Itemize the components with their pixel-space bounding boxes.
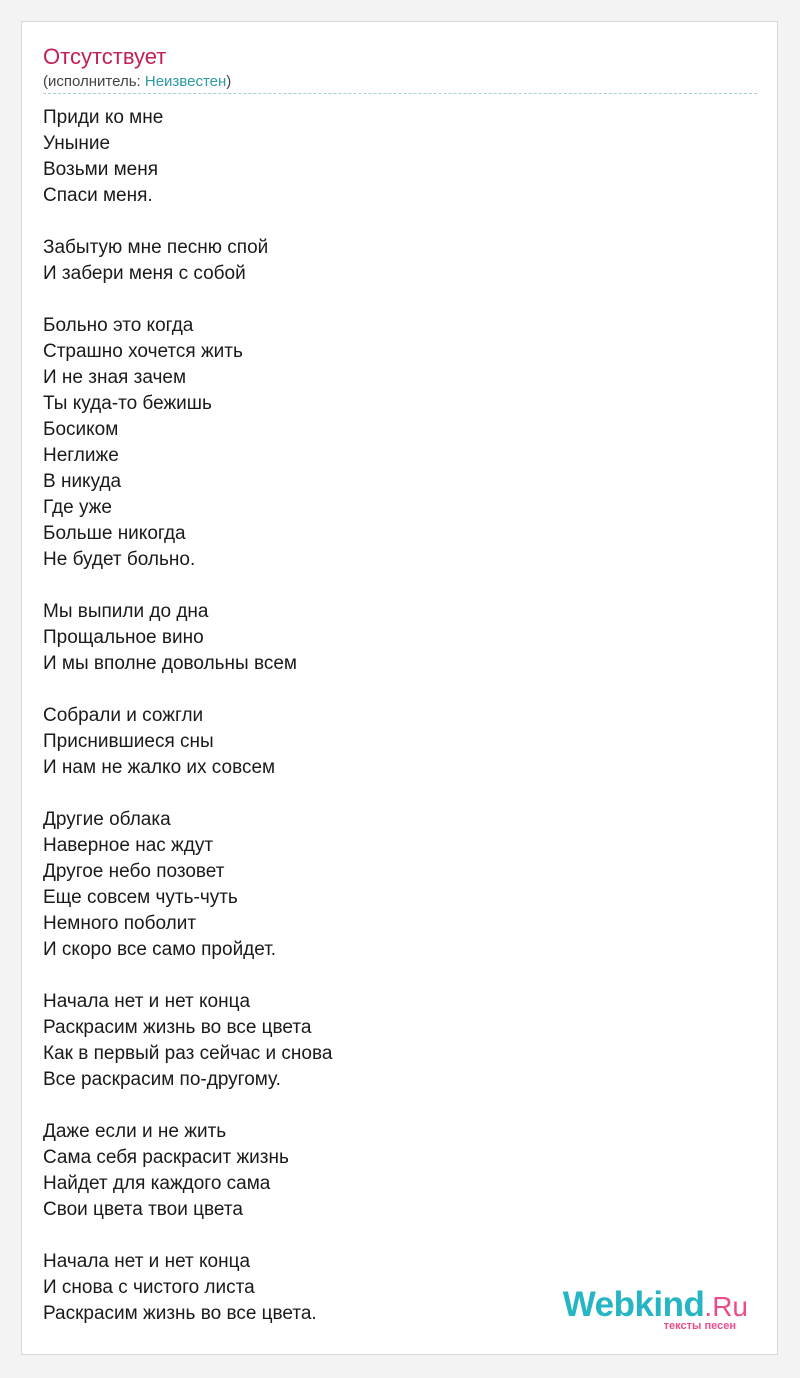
artist-prefix: (исполнитель:	[43, 73, 145, 90]
artist-suffix: )	[226, 73, 232, 90]
logo-tagline: тексты песен	[663, 1320, 736, 1332]
lyrics-card	[21, 21, 778, 1355]
artist-line	[43, 73, 231, 91]
song-title: Отсутствует	[43, 44, 167, 69]
site-logo[interactable]	[562, 1285, 748, 1332]
logo-domain: .Ru	[704, 1291, 748, 1322]
logo-name: Webkind	[562, 1285, 705, 1324]
lyrics-text: Приди ко мне Уныние Возьми меня Спаси меня. Забытую мне песню спой И забери меня с собой Больно это когда Страшно хочется жить И не зная зачем Ты куда-то бежишь Босиком Неглиже В никуда Где уже Больше никогда Не будет больно. Мы выпили до дна Прощальное вино И мы вполне довольны всем Собрали и сожгли Приснившиеся сны И нам не жалко их совсем Другие облака Наверное нас ждут Другое небо позовет Еще совсем чуть-чуть Немного поболит И скоро все само пройдет. Начала нет и нет конца Раскрасим жизнь во все цвета Как в первый раз сейчас и снова Все раскрасим по-другому. Даже если и не жить Сама себя раскрасит жизнь Найдет для каждого сама Свои цвета твои цвета Начала нет и нет конца И снова с чистого листа Раскрасим жизнь во все цвета.	[43, 107, 333, 1324]
logo-wordmark	[562, 1285, 748, 1324]
title-divider	[43, 93, 757, 94]
artist-link[interactable]: Неизвестен	[144, 73, 227, 90]
